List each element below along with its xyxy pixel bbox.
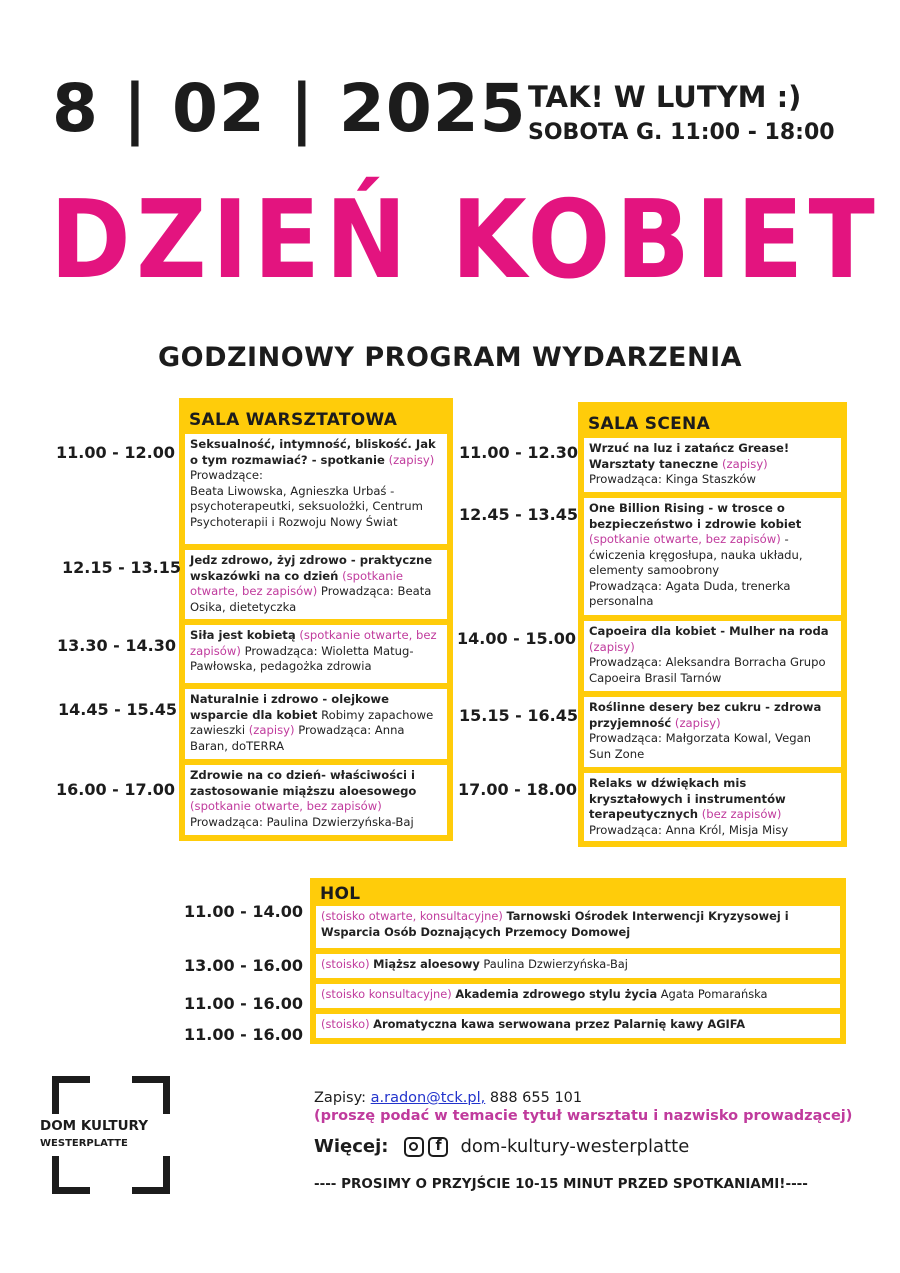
slot-details: Prowadząca: Aleksandra Borracha Grupo Capoeira Brasil Tarnów (589, 655, 826, 685)
page-title: DZIEŃ KOBIET (50, 178, 881, 303)
logo-subname: WESTERPLATTE (40, 1138, 128, 1149)
slot-signup-mark: (spotkanie otwarte, bez zapisów) (190, 628, 437, 658)
slot-details: Agata Pomarańska (660, 987, 768, 1001)
slot-title: Aromatyczna kawa serwowana przez Palarnię kawy AGIFA (373, 1017, 746, 1031)
slot-details: Prowadząca: Kinga Staszków (589, 472, 756, 486)
logo-corner (132, 1076, 170, 1114)
sala-scena-panel (578, 402, 847, 847)
slot-signup-mark: (zapisy) (721, 456, 768, 471)
social-handle: dom-kultury-westerplatte (460, 1136, 690, 1157)
logo-corner (52, 1156, 90, 1194)
slot-details: Paulina Dzwierzyńska-Baj (483, 957, 628, 971)
more-info-line (314, 1136, 689, 1157)
slot-details: Prowadząca: Paulina Dzwierzyńska-Baj (190, 814, 414, 829)
slot-time: 12.45 - 13.45 (459, 505, 578, 524)
logo-corner (132, 1156, 170, 1194)
signup-note: (proszę podać w temacie tytuł warsztatu i nazwisko prowadzącej) (314, 1108, 853, 1124)
tagline: TAK! W LUTYM :) (528, 80, 802, 114)
slot-title: Tarnowski Ośrodek Interwencji Kryzysowej i Wsparcia Osób Doznających Przemocy Domowej (321, 909, 789, 939)
schedule-slot (584, 621, 841, 691)
slot-signup-mark: (zapisy) (388, 452, 435, 467)
slot-signup-mark: (stoisko konsultacyjne) (321, 987, 452, 1001)
slot-details: Prowadząca: Beata Osika, dietetyczka (190, 584, 432, 614)
event-hours: SOBOTA G. 11:00 - 18:00 (528, 120, 835, 145)
slot-time: 11.00 - 12.00 (56, 443, 175, 462)
more-label: Więcej: (314, 1136, 389, 1157)
slot-time: 11.00 - 12.30 (459, 443, 578, 462)
slot-time: 13.30 - 14.30 (57, 636, 176, 655)
schedule-slot (185, 434, 447, 544)
slot-signup-mark: (bez zapisów) (701, 807, 782, 821)
slot-title: Miąższ aloesowy (373, 957, 480, 971)
slot-time: 16.00 - 17.00 (56, 780, 175, 799)
slot-signup-mark: (stoisko otwarte, konsultacyjne) (321, 909, 503, 923)
slot-title: Naturalnie i zdrowo - olejkowe wsparcie dla kobiet (190, 692, 389, 722)
slot-title: Relaks w dźwiękach mis kryształowych i instrumentów terapeutycznych (589, 776, 786, 821)
schedule-slot (316, 984, 840, 1008)
logo-name: DOM KULTURY (40, 1118, 148, 1134)
slot-title: Roślinne desery bez cukru - zdrowa przyjemność (589, 700, 822, 730)
schedule-slot (316, 1014, 840, 1038)
slot-time: 17.00 - 18.00 (458, 780, 577, 799)
slot-time: 14.00 - 15.00 (457, 629, 576, 648)
schedule-slot (185, 625, 447, 683)
schedule-slot (316, 954, 840, 978)
facebook-icon[interactable]: f (428, 1137, 448, 1157)
schedule-slot (584, 697, 841, 767)
instagram-icon[interactable] (404, 1137, 424, 1157)
slot-details: - ćwiczenia kręgosłupa, nauka układu, elementy samoobrony Prowadząca: Agata Duda, trenerka personalna (589, 532, 803, 608)
slot-details: Prowadząca: Wioletta Matug-Pawłowska, pedagożka zdrowia (190, 643, 414, 673)
slot-extra: Robimy zapachowe zawieszki (190, 707, 434, 737)
room-title: HOL (320, 884, 361, 904)
slot-time: 11.00 - 14.00 (184, 902, 303, 921)
signup-email-link[interactable]: a.radon@tck.pl, (370, 1090, 486, 1106)
schedule-slot (316, 906, 840, 948)
slot-title: Zdrowie na co dzień- właściwości i zastosowanie miąższu aloesowego (190, 768, 417, 798)
signup-phone: 888 655 101 (489, 1090, 583, 1106)
slot-signup-mark: (zapisy) (589, 639, 635, 654)
dom-kultury-logo (40, 1076, 170, 1194)
slot-time: 12.15 - 13.15 (62, 558, 181, 577)
schedule-slot (584, 498, 841, 615)
slot-time: 11.00 - 16.00 (184, 1025, 303, 1044)
slot-details: Prowadząca: Małgorzata Kowal, Vegan Sun Zone (589, 731, 812, 761)
schedule-slot (584, 438, 841, 492)
slot-time: 15.15 - 16.45 (459, 706, 578, 725)
logo-corner (52, 1076, 90, 1114)
schedule-slot (584, 773, 841, 841)
slot-title: Akademia zdrowego stylu życia (455, 987, 658, 1001)
slot-time: 11.00 - 16.00 (184, 994, 303, 1013)
schedule-slot (185, 550, 447, 619)
signup-label: Zapisy: (314, 1090, 367, 1106)
room-title: SALA WARSZTATOWA (189, 410, 398, 430)
slot-title: Jedz zdrowo, żyj zdrowo - praktyczne wskazówki na co dzień (190, 553, 433, 583)
slot-details: Prowadzące: Beata Liwowska, Agnieszka Urbaś - psychoterapeutki, seksuolożki, Centrum Psychoterapii i Rozwoju Nowy Świat (190, 468, 423, 529)
slot-title: Capoeira dla kobiet - Mulher na roda (589, 624, 829, 638)
schedule-slot (185, 689, 447, 759)
arrival-notice: ---- PROSIMY O PRZYJŚCIE 10-15 MINUT PRZED SPOTKANIAMI!---- (314, 1176, 808, 1192)
slot-title: Wrzuć na luz i zatańcz Grease! Warsztaty taneczne (589, 441, 790, 471)
slot-signup-mark: (spotkanie otwarte, bez zapisów) (190, 568, 403, 598)
event-date: 8 | 02 | 2025 (52, 70, 527, 147)
slot-title: One Billion Rising - w trosce o bezpieczeństwo i zdrowie kobiet (589, 501, 802, 531)
hol-panel (310, 878, 846, 1044)
slot-time: 13.00 - 16.00 (184, 956, 303, 975)
program-subtitle: GODZINOWY PROGRAM WYDARZENIA (157, 342, 743, 373)
slot-time: 14.45 - 15.45 (58, 700, 177, 719)
signup-line (314, 1090, 582, 1106)
sala-warsztatowa-panel (179, 398, 453, 841)
slot-signup-mark: (zapisy) (248, 723, 295, 737)
slot-signup-mark: (spotkanie otwarte, bez zapisów) (589, 532, 781, 546)
slot-details: Prowadząca: Anna Baran, doTERRA (190, 723, 405, 753)
slot-signup-mark: (zapisy) (674, 715, 721, 730)
schedule-slot (185, 765, 447, 835)
room-title: SALA SCENA (588, 414, 711, 434)
slot-title: Seksualność, intymność, bliskość. Jak o tym rozmawiać? - spotkanie (190, 437, 436, 467)
slot-details: Prowadząca: Anna Król, Misja Misy (589, 822, 789, 837)
slot-signup-mark: (stoisko) (321, 957, 370, 971)
slot-signup-mark: (spotkanie otwarte, bez zapisów) (190, 799, 382, 813)
slot-signup-mark: (stoisko) (321, 1017, 370, 1031)
slot-title: Siła jest kobietą (190, 628, 296, 642)
